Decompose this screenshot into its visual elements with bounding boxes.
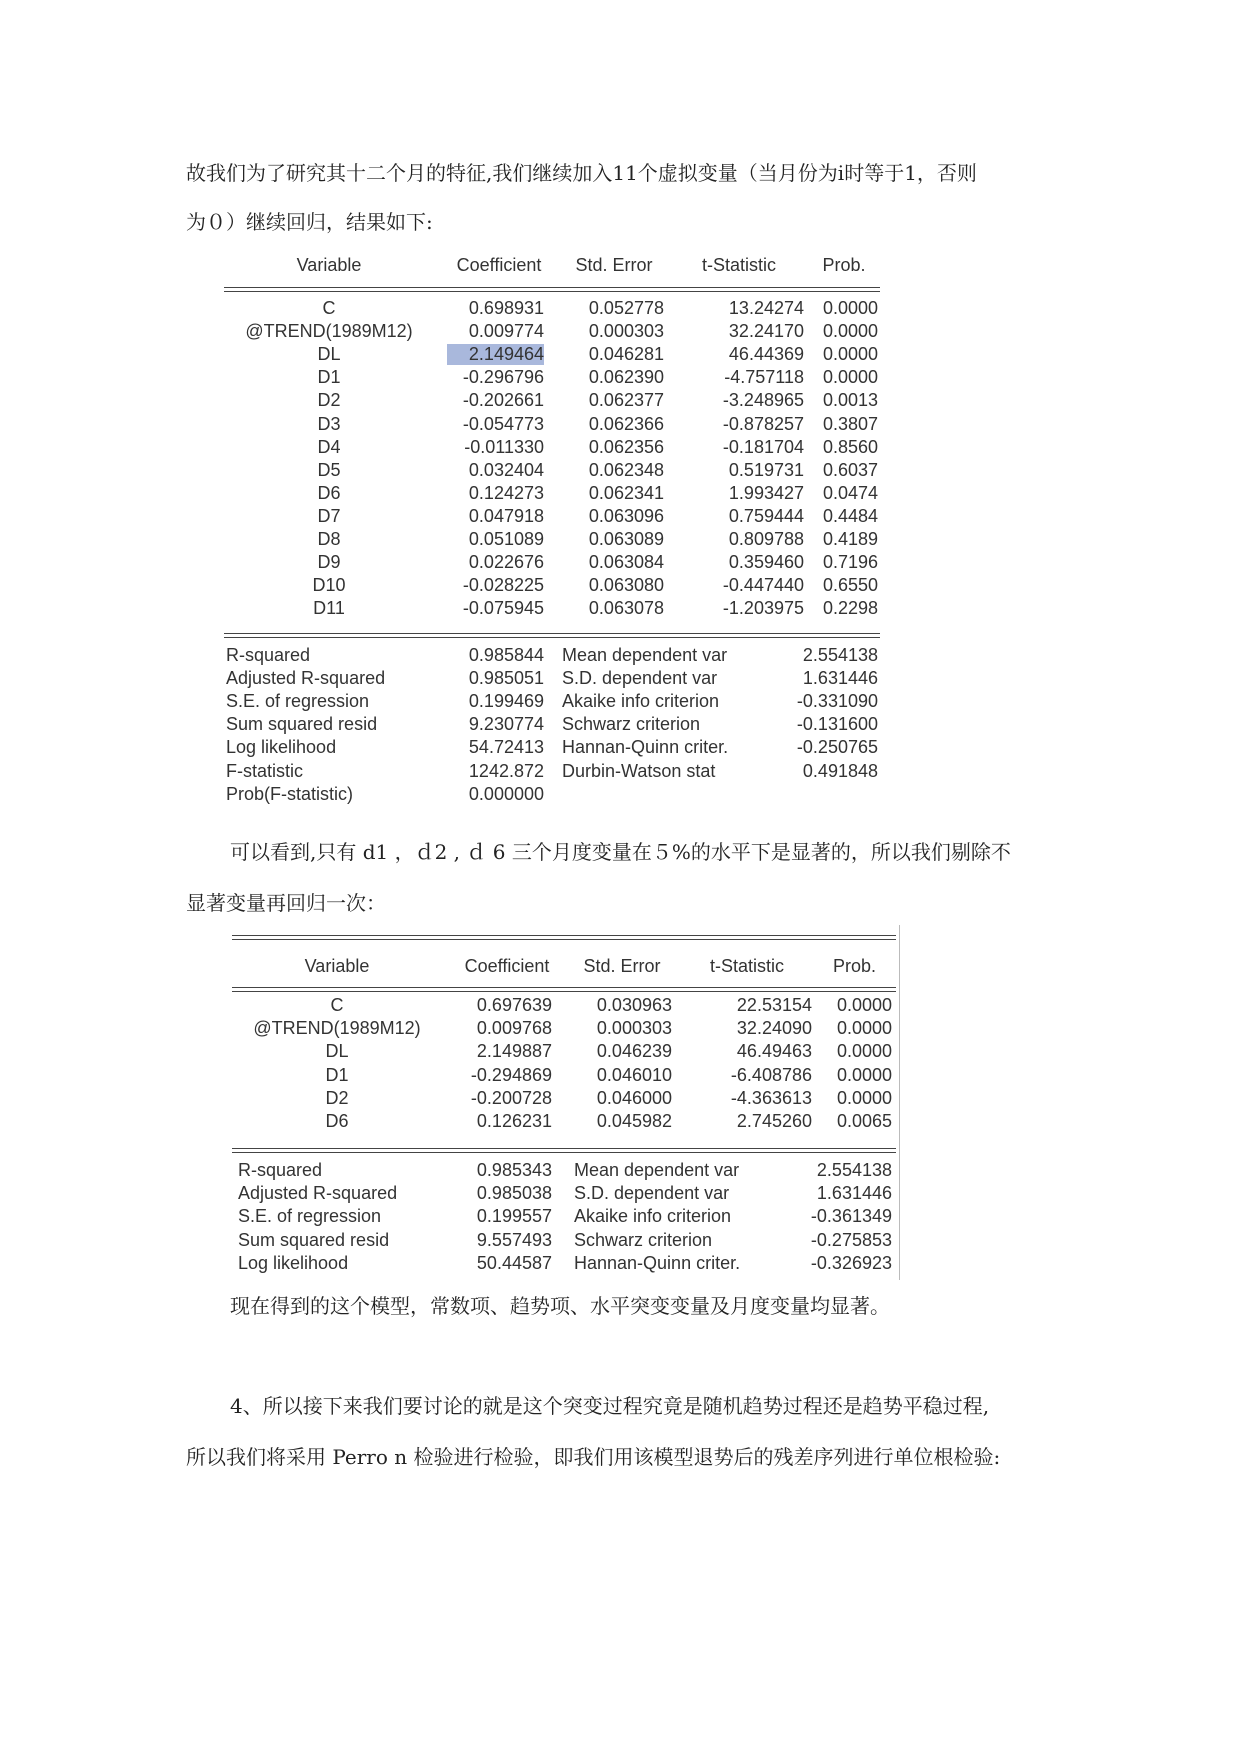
header-prob: Prob. — [832, 956, 877, 976]
coefficient-cell: 0.698931 — [468, 298, 544, 318]
std-error-cell: 0.062341 — [588, 482, 664, 503]
table-row — [232, 995, 896, 1019]
coefficient-cell: -0.296796 — [462, 367, 544, 388]
variable-cell: @TREND(1989M12) — [245, 321, 413, 342]
table-row — [224, 344, 880, 368]
stat-label: Adjusted R-squared — [238, 1183, 398, 1204]
prob-cell: 0.0000 — [822, 367, 878, 388]
variable-cell: D7 — [317, 505, 341, 526]
t-statistic-cell: 32.24170 — [728, 321, 804, 342]
stat-label: Akaike info criterion — [562, 691, 720, 712]
stat-label: Akaike info criterion — [574, 1206, 732, 1227]
table-row — [232, 1041, 896, 1065]
stat-value: 9.557493 — [476, 1229, 552, 1250]
coefficient-cell: -0.294869 — [470, 1064, 552, 1085]
table-row — [232, 1088, 896, 1112]
stat-value: 9.230774 — [468, 714, 544, 735]
stats-row — [232, 1160, 896, 1184]
stat-label: Hannan-Quinn criter. — [562, 737, 729, 758]
stats-row — [224, 761, 880, 785]
variable-cell: DL — [325, 1041, 349, 1062]
stat-value: -0.326923 — [810, 1252, 892, 1273]
stat-label: Schwarz criterion — [562, 714, 701, 735]
table-row — [224, 321, 880, 345]
table-row — [224, 506, 880, 530]
prob-cell: 0.2298 — [822, 598, 878, 619]
coefficient-cell: 0.009768 — [476, 1018, 552, 1039]
t-statistic-cell: 22.53154 — [736, 995, 812, 1015]
paragraph-1-line-1: 故我们为了研究其十二个月的特征,我们继续加入11个虚拟变量（当月份为i时等于1，否则 — [186, 161, 977, 185]
stat-label: F-statistic — [226, 760, 304, 781]
variable-cell: DL — [317, 344, 341, 365]
coefficient-cell: 0.126231 — [476, 1111, 552, 1131]
std-error-cell: 0.062390 — [588, 367, 664, 388]
prob-cell: 0.0013 — [822, 390, 878, 411]
std-error-cell: 0.062356 — [588, 436, 664, 457]
std-error-cell: 0.063089 — [588, 529, 664, 549]
header-variable: Variable — [304, 956, 370, 976]
stat-value: 0.985051 — [468, 668, 544, 689]
table-divider — [232, 935, 896, 936]
variable-cell: D10 — [312, 575, 346, 596]
table-row — [224, 598, 880, 622]
stat-label: Hannan-Quinn criter. — [574, 1252, 741, 1273]
header-t-statistic: t-Statistic — [701, 255, 776, 275]
stat-label: S.E. of regression — [226, 691, 370, 712]
paragraph-2-line-1: 可以看到,只有 d1 ，ｄ2 , ｄ 6 三个月度变量在５%的水平下是显著的，所以我们剔除不 — [230, 840, 1011, 864]
table-row — [224, 460, 880, 484]
stat-label: Sum squared resid — [238, 1229, 390, 1250]
variable-cell: D2 — [317, 390, 341, 411]
paragraph-4-line-1: 4、所以接下来我们要讨论的就是这个突变过程究竟是随机趋势过程还是趋势平稳过程, — [230, 1394, 990, 1418]
table-row — [224, 298, 880, 322]
stat-value: 2.554138 — [816, 1160, 892, 1180]
stat-label: Durbin-Watson stat — [562, 760, 716, 781]
regression-table-2 — [232, 935, 896, 1285]
prob-cell: 0.0000 — [836, 1018, 892, 1039]
regression-table-1 — [224, 255, 880, 825]
stat-value: -0.361349 — [810, 1206, 892, 1227]
t-statistic-cell: -0.878257 — [722, 413, 804, 434]
coefficient-cell: -0.075945 — [462, 598, 544, 619]
prob-cell: 0.6550 — [822, 575, 878, 596]
coefficient-cell: -0.202661 — [462, 390, 544, 411]
t-statistic-cell: -4.757118 — [724, 367, 804, 388]
t-statistic-cell: 0.809788 — [728, 529, 804, 549]
variable-cell: D4 — [317, 436, 341, 457]
variable-cell: C — [330, 995, 344, 1015]
t-statistic-cell: 0.519731 — [728, 459, 804, 480]
stat-label: S.E. of regression — [238, 1206, 382, 1227]
table-row — [224, 529, 880, 553]
stats-row — [224, 784, 880, 808]
prob-cell: 0.4189 — [822, 529, 878, 549]
stat-label: R-squared — [226, 645, 311, 665]
stat-label: Log likelihood — [226, 737, 337, 758]
header-coefficient: Coefficient — [456, 255, 542, 275]
prob-cell: 0.3807 — [822, 413, 878, 434]
std-error-cell: 0.063078 — [588, 598, 664, 619]
std-error-cell: 0.063080 — [588, 575, 664, 596]
prob-cell: 0.0065 — [836, 1111, 892, 1131]
variable-cell: D8 — [317, 529, 341, 549]
t-statistic-cell: 0.759444 — [728, 505, 804, 526]
header-variable: Variable — [296, 255, 362, 275]
paragraph-4-line-2: 所以我们将采用 Perro n 检验进行检验，即我们用该模型退势后的残差序列进行单位根检验: — [186, 1445, 1001, 1469]
table-row — [224, 575, 880, 599]
prob-cell: 0.0000 — [836, 1087, 892, 1108]
variable-cell: @TREND(1989M12) — [253, 1018, 421, 1039]
stats-row — [224, 737, 880, 761]
std-error-cell: 0.046000 — [596, 1087, 672, 1108]
stats-row — [224, 714, 880, 738]
stat-value: -0.131600 — [796, 714, 878, 735]
variable-cell: D6 — [325, 1111, 349, 1131]
coefficient-cell: 0.697639 — [476, 995, 552, 1015]
variable-cell: D1 — [325, 1064, 349, 1085]
header-std-error: Std. Error — [575, 255, 653, 275]
coefficient-cell: -0.028225 — [462, 575, 544, 596]
table-row — [232, 1065, 896, 1089]
t-statistic-cell: -3.248965 — [722, 390, 804, 411]
std-error-cell: 0.063096 — [588, 505, 664, 526]
prob-cell: 0.0000 — [822, 344, 878, 365]
std-error-cell: 0.052778 — [588, 298, 664, 318]
stat-label: Mean dependent var — [574, 1160, 740, 1180]
variable-cell: D2 — [325, 1087, 349, 1108]
std-error-cell: 0.046281 — [588, 344, 664, 365]
stat-label: Mean dependent var — [562, 645, 728, 665]
coefficient-cell: -0.054773 — [462, 413, 544, 434]
t-statistic-cell: -1.203975 — [722, 598, 804, 619]
stat-label: Adjusted R-squared — [226, 668, 386, 689]
paragraph-3-line-1: 现在得到的这个模型，常数项、趋势项、水平突变变量及月度变量均显著。 — [230, 1294, 890, 1318]
header-std-error: Std. Error — [583, 956, 661, 976]
stat-value: 1242.872 — [468, 760, 544, 781]
stat-label: S.D. dependent var — [562, 668, 718, 689]
table-row — [224, 552, 880, 576]
stat-label: Sum squared resid — [226, 714, 378, 735]
prob-cell: 0.0000 — [836, 995, 892, 1015]
prob-cell: 0.0474 — [822, 482, 878, 503]
paragraph-2-line-2: 显著变量再回归一次： — [186, 891, 386, 915]
stats-row — [224, 645, 880, 669]
std-error-cell: 0.062348 — [588, 459, 664, 480]
std-error-cell: 0.062377 — [588, 390, 664, 411]
table-divider — [232, 1148, 896, 1149]
prob-cell: 0.4484 — [822, 505, 878, 526]
table-divider — [224, 287, 880, 288]
coefficient-cell: 2.149887 — [476, 1041, 552, 1062]
table-row — [232, 1018, 896, 1042]
header-t-statistic: t-Statistic — [709, 956, 784, 976]
t-statistic-cell: 46.49463 — [736, 1041, 812, 1062]
coefficient-cell: 0.051089 — [468, 529, 544, 549]
stats-row — [224, 668, 880, 692]
stat-value: 50.44587 — [476, 1252, 552, 1273]
variable-cell: D3 — [317, 413, 341, 434]
table-right-edge — [899, 925, 900, 1280]
t-statistic-cell: 46.44369 — [728, 344, 804, 365]
std-error-cell: 0.030963 — [596, 995, 672, 1015]
variable-cell: D11 — [313, 598, 345, 619]
t-statistic-cell: 0.359460 — [728, 552, 804, 573]
variable-cell: D5 — [317, 459, 341, 480]
stat-value: 0.199557 — [476, 1206, 552, 1227]
table-row — [224, 367, 880, 391]
table-divider — [224, 633, 880, 634]
stat-label: Schwarz criterion — [574, 1229, 713, 1250]
stat-value: -0.275853 — [810, 1229, 892, 1250]
prob-cell: 0.0000 — [822, 298, 878, 318]
std-error-cell: 0.063084 — [588, 552, 664, 573]
stats-row — [232, 1183, 896, 1207]
coefficient-cell: -0.200728 — [470, 1087, 552, 1108]
table-row — [224, 414, 880, 438]
stats-row — [232, 1253, 896, 1277]
stat-value: 2.554138 — [802, 645, 878, 665]
prob-cell: 0.0000 — [822, 321, 878, 342]
prob-cell: 0.8560 — [822, 436, 878, 457]
stat-value: 0.985343 — [476, 1160, 552, 1180]
coefficient-cell: -0.011330 — [464, 436, 544, 457]
t-statistic-cell: -0.447440 — [722, 575, 804, 596]
std-error-cell: 0.045982 — [596, 1111, 672, 1131]
stat-value: 54.72413 — [468, 737, 544, 758]
stat-label: S.D. dependent var — [574, 1183, 730, 1204]
stat-label: R-squared — [238, 1160, 323, 1180]
stat-value: 0.000000 — [468, 783, 544, 804]
std-error-cell: 0.062366 — [588, 413, 664, 434]
variable-cell: D6 — [317, 482, 341, 503]
stat-value: 0.199469 — [468, 691, 544, 712]
std-error-cell: 0.046010 — [596, 1064, 672, 1085]
coefficient-cell: 0.047918 — [468, 505, 544, 526]
table-row — [224, 390, 880, 414]
coefficient-cell — [434, 344, 544, 365]
coefficient-cell: 0.022676 — [468, 552, 544, 573]
header-coefficient: Coefficient — [464, 956, 550, 976]
stat-value: 1.631446 — [816, 1183, 892, 1204]
stat-value: -0.331090 — [796, 691, 878, 712]
t-statistic-cell: 2.745260 — [736, 1111, 812, 1131]
prob-cell: 0.7196 — [822, 552, 878, 573]
stat-value: 0.491848 — [802, 760, 878, 781]
t-statistic-cell: 1.993427 — [728, 482, 804, 503]
table-row — [232, 1111, 896, 1135]
paragraph-1-line-2: 为０）继续回归，结果如下: — [186, 210, 433, 234]
t-statistic-cell: -0.181704 — [722, 436, 804, 457]
variable-cell: D9 — [317, 552, 341, 573]
coefficient-cell: 0.032404 — [468, 459, 544, 480]
stats-row — [232, 1206, 896, 1230]
prob-cell: 0.0000 — [836, 1064, 892, 1085]
t-statistic-cell: 13.24274 — [728, 298, 804, 318]
table-row — [224, 437, 880, 461]
coefficient-cell: 0.124273 — [468, 482, 544, 503]
t-statistic-cell: -4.363613 — [730, 1087, 812, 1108]
stat-label: Log likelihood — [238, 1252, 349, 1273]
selected-cell-highlight: 2.149464 — [447, 344, 544, 365]
table-row — [224, 483, 880, 507]
coefficient-cell: 0.009774 — [468, 321, 544, 342]
table-header — [224, 255, 880, 279]
prob-cell: 0.0000 — [836, 1041, 892, 1062]
std-error-cell: 0.000303 — [596, 1018, 672, 1039]
stats-row — [232, 1230, 896, 1254]
stat-value: -0.250765 — [796, 737, 878, 758]
stat-value: 0.985844 — [468, 645, 544, 665]
table-divider — [232, 987, 896, 988]
variable-cell: D1 — [317, 367, 341, 388]
stat-label: Prob(F-statistic) — [226, 783, 354, 804]
stat-value: 1.631446 — [802, 668, 878, 689]
prob-cell: 0.6037 — [822, 459, 878, 480]
std-error-cell: 0.046239 — [596, 1041, 672, 1062]
t-statistic-cell: 32.24090 — [736, 1018, 812, 1039]
variable-cell: C — [322, 298, 336, 318]
table-header — [232, 956, 896, 980]
header-prob: Prob. — [822, 255, 866, 275]
std-error-cell: 0.000303 — [588, 321, 664, 342]
t-statistic-cell: -6.408786 — [730, 1064, 812, 1085]
stats-row — [224, 691, 880, 715]
stat-value: 0.985038 — [476, 1183, 552, 1204]
